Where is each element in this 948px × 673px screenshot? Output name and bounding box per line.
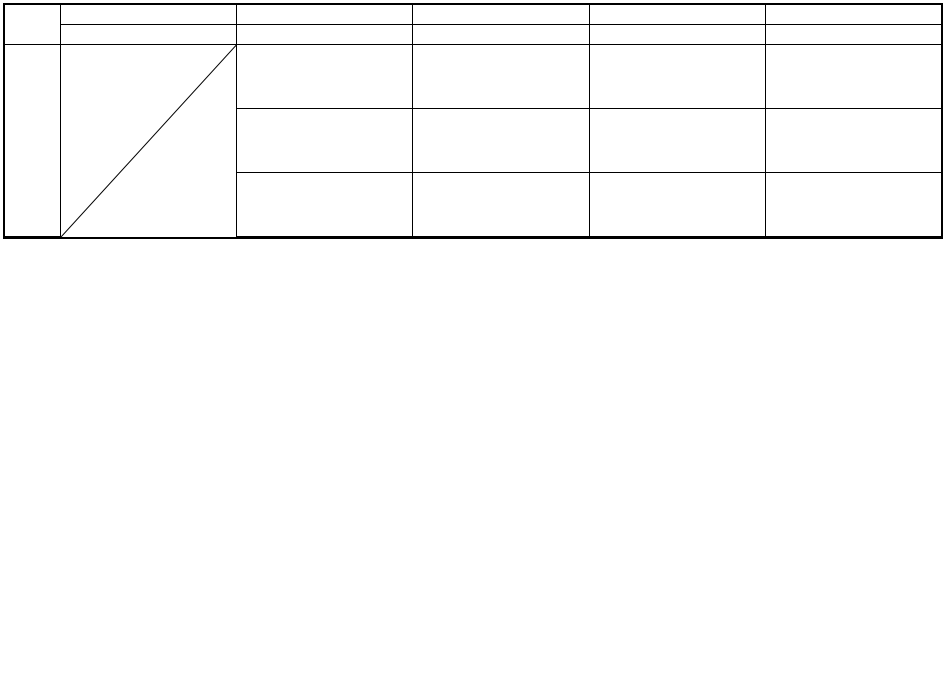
- dish-cell: [413, 173, 589, 237]
- delivery-date-label: [4, 4, 60, 45]
- dish-cell: [236, 45, 412, 109]
- dish-cell: [766, 45, 942, 109]
- dish-cell: [236, 109, 412, 173]
- date-cell: [60, 4, 236, 25]
- dish-cell: [766, 173, 942, 237]
- date-cell: [236, 4, 412, 25]
- dish-cell: [413, 109, 589, 173]
- weekday-cell: [60, 25, 236, 45]
- dish-cell: [413, 45, 589, 109]
- menu-label: [4, 45, 60, 237]
- dish-cell: [589, 45, 765, 109]
- set-price-label: [4, 237, 60, 239]
- dish-cell: [766, 109, 942, 173]
- weekday-cell: [236, 25, 412, 45]
- dish-cell: [589, 109, 765, 173]
- dish-cell: [589, 173, 765, 237]
- weekday-cell: [589, 25, 765, 45]
- date-cell: [413, 4, 589, 25]
- weekday-cell: [413, 25, 589, 45]
- no-delivery-cell: [60, 45, 236, 239]
- dish-cell: [236, 173, 412, 237]
- date-cell: [589, 4, 765, 25]
- date-cell: [766, 4, 942, 25]
- weekday-cell: [766, 25, 942, 45]
- week-table: [3, 3, 943, 239]
